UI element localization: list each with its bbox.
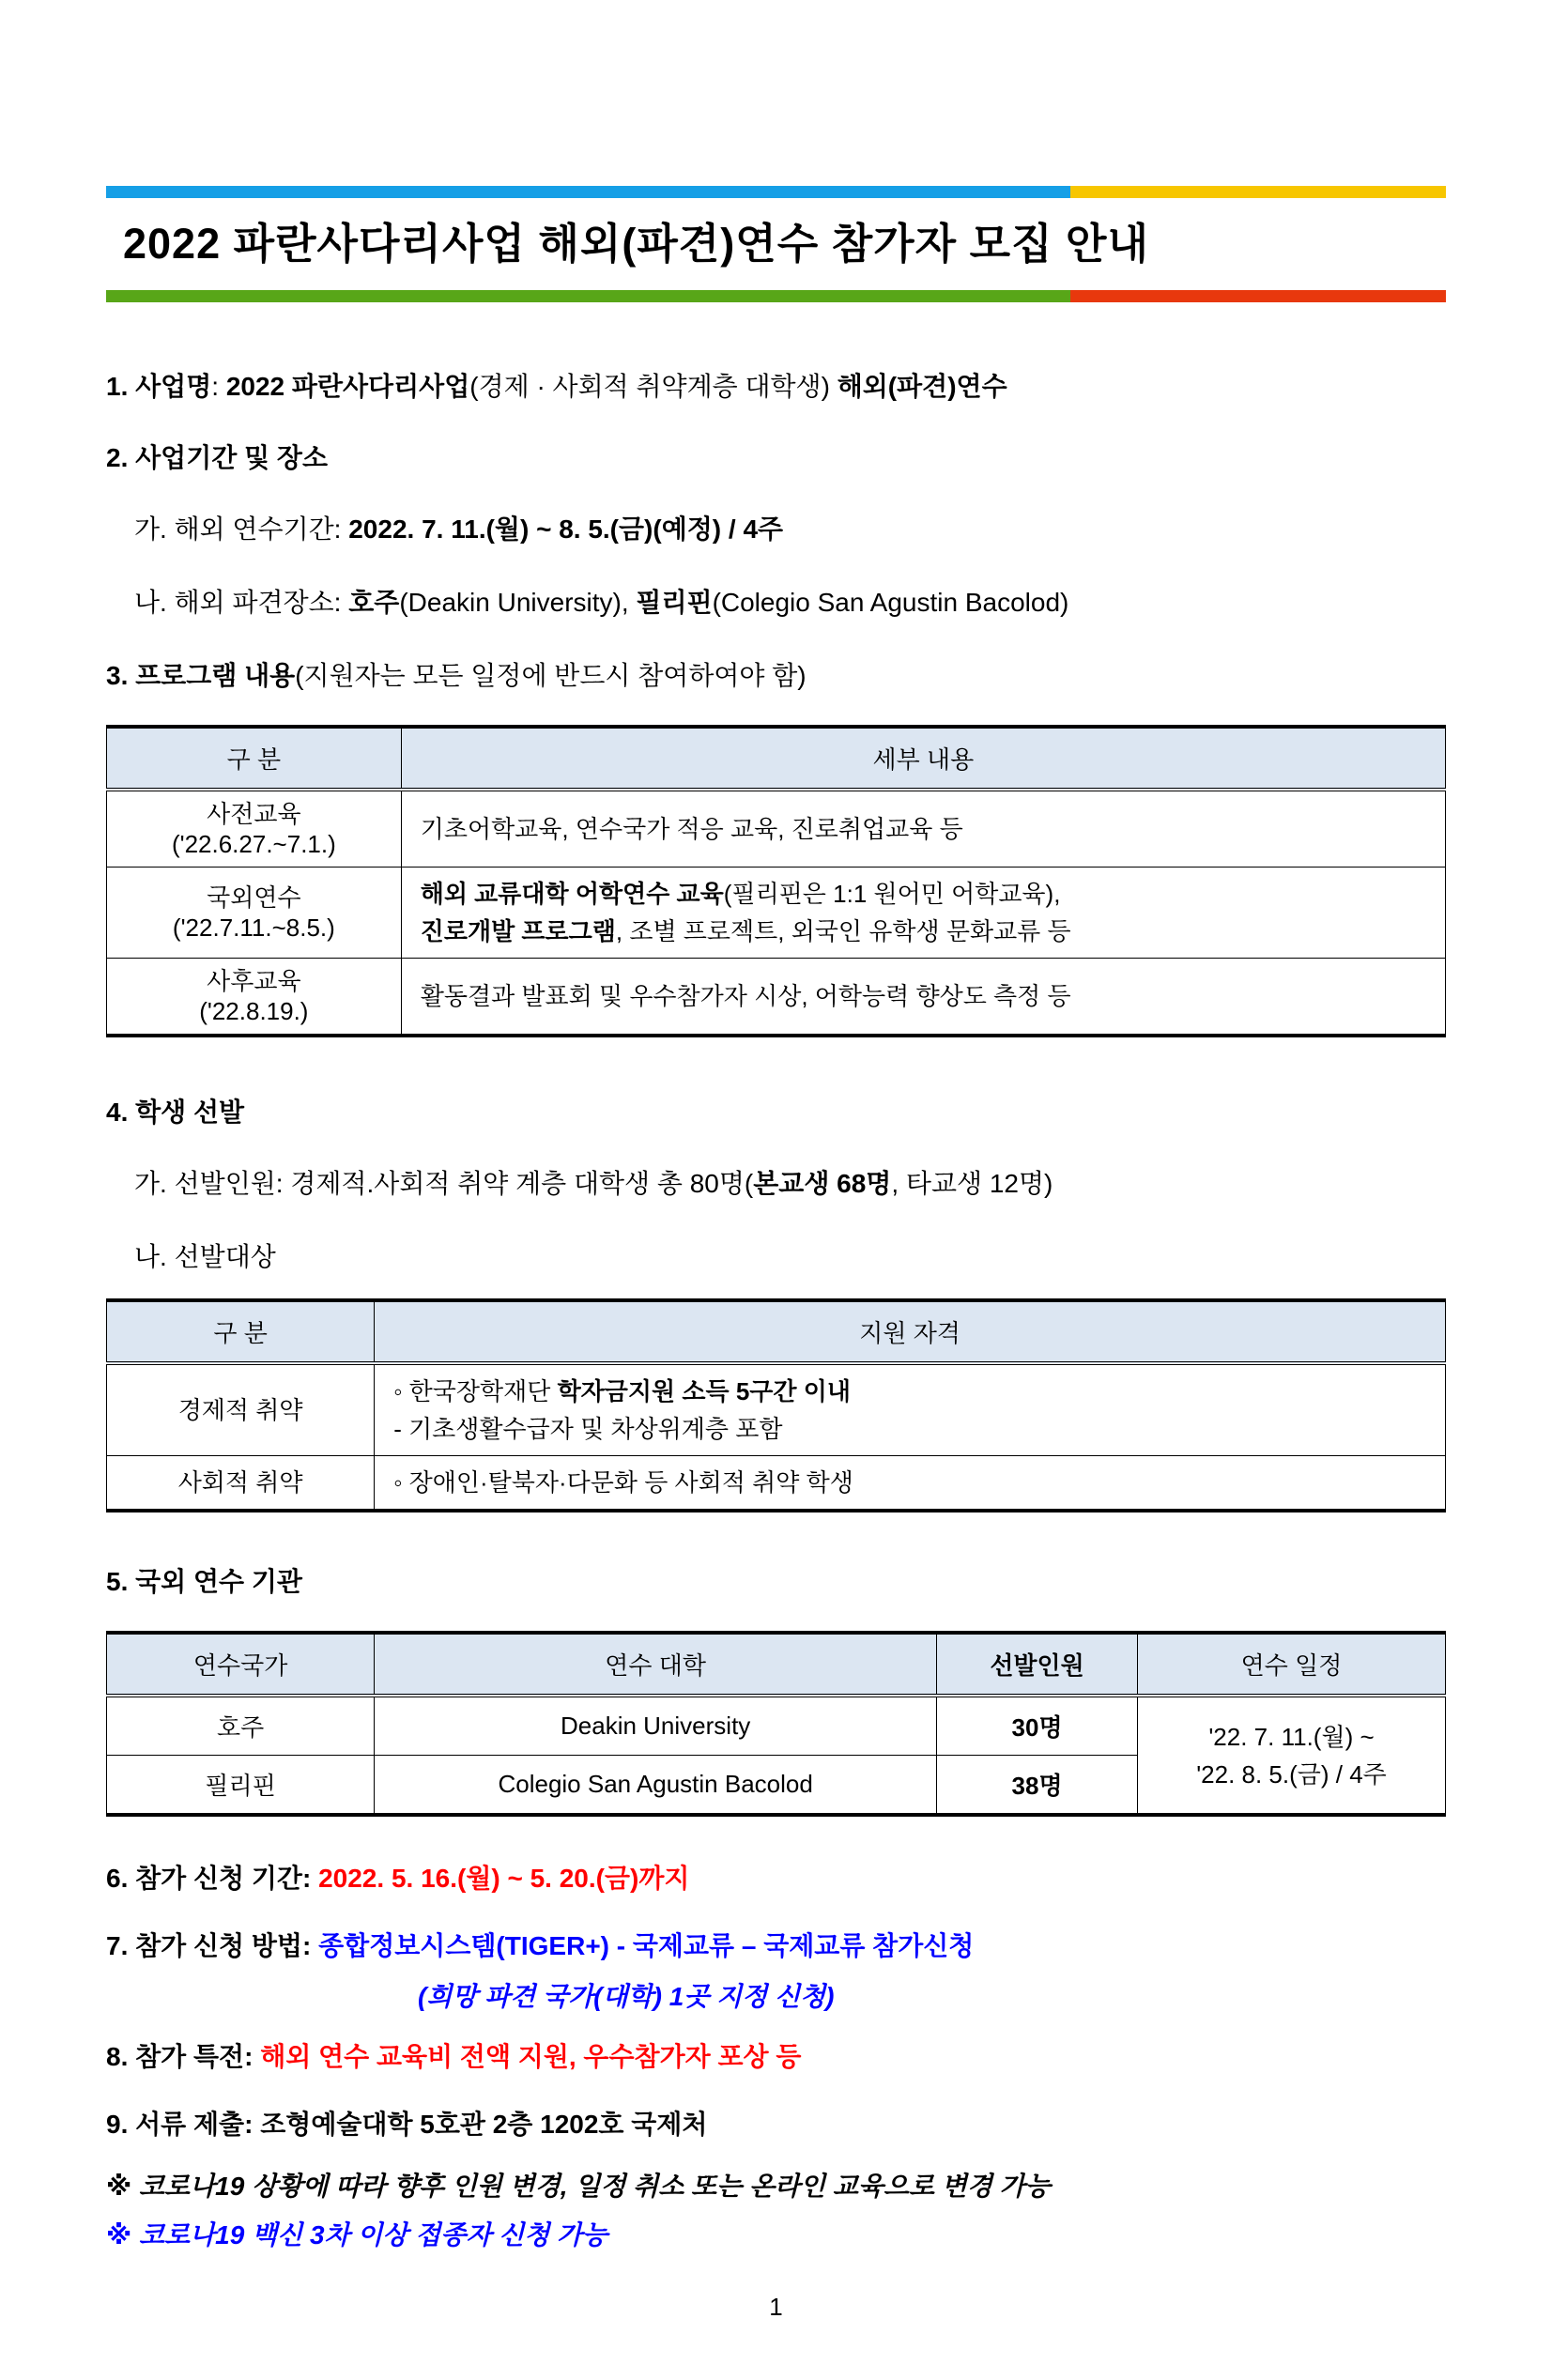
eligibility-row1-line1-plain: ◦ 한국장학재단 xyxy=(393,1377,558,1405)
document-page xyxy=(0,186,1552,2380)
program-row1-category xyxy=(107,790,402,868)
institutions-header-country: 연수국가 xyxy=(107,1633,375,1696)
item7-method-value: 종합정보시스템(TIGER+) - 국제교류 – 국제교류 참가신청 xyxy=(318,1931,975,1960)
top-bar-blue-segment xyxy=(106,186,1070,198)
eligibility-header-category: 구 분 xyxy=(107,1300,375,1363)
institutions-table-header-row xyxy=(107,1633,1446,1696)
eligibility-row1-category: 경제적 취약 xyxy=(107,1363,375,1456)
item4-selection-heading xyxy=(106,1096,1446,1129)
item1-target-note: (경제 · 사회적 취약계층 대학생) xyxy=(469,372,837,401)
document-title: 2022 파란사다리사업 해외(파견)연수 참가자 모집 안내 xyxy=(123,220,1149,268)
eligibility-table xyxy=(106,1298,1446,1512)
institutions-schedule-cell xyxy=(1138,1696,1446,1815)
eligibility-row1-detail xyxy=(375,1363,1446,1456)
item9-location-value: 조형예술대학 5호관 2층 1202호 국제처 xyxy=(260,2110,708,2139)
program-row2-detail-plain2: , 조별 프로젝트, 외국인 유학생 문화교류 등 xyxy=(615,917,1071,945)
program-row3-detail: 활동결과 발표회 및 우수참가자 시상, 어학능력 향상도 측정 등 xyxy=(401,959,1445,1036)
program-table xyxy=(106,725,1446,1037)
item5-label: 5. 국외 연수 기관 xyxy=(106,1567,302,1596)
program-header-category: 구 분 xyxy=(107,727,402,790)
item4a-home-students: 본교생 68명 xyxy=(753,1169,892,1198)
item8-benefits-value: 해외 연수 교육비 전액 지원, 우수참가자 포상 등 xyxy=(260,2042,802,2071)
item9-document-submission xyxy=(106,2108,1446,2142)
item3-label: 3. 프로그램 내용 xyxy=(106,661,296,690)
program-row-overseas-training xyxy=(107,868,1446,959)
note2-text: ※ 코로나19 백신 3차 이상 접종자 신청 가능 xyxy=(106,2220,608,2249)
institutions-row1-count: 30명 xyxy=(937,1696,1138,1756)
item9-label: 9. 서류 제출: xyxy=(106,2110,261,2139)
program-row1-category-date: ('22.6.27.~7.1.) xyxy=(171,830,336,858)
item4a-other-students: , 타교생 12명) xyxy=(891,1169,1053,1198)
institutions-header-count: 선발인원 xyxy=(937,1633,1138,1696)
program-row2-category-date: ('22.7.11.~8.5.) xyxy=(172,914,335,942)
eligibility-row2-category: 사회적 취약 xyxy=(107,1456,375,1512)
item1-project-name xyxy=(106,370,1446,404)
item7-application-method xyxy=(106,1929,1446,1963)
eligibility-row1-line2: - 기초생활수급자 및 차상위계층 포함 xyxy=(393,1415,783,1443)
institutions-row-australia xyxy=(107,1696,1446,1756)
item2a-period-value: 2022. 7. 11.(월) ~ 8. 5.(금)(예정) / 4주 xyxy=(348,514,784,544)
eligibility-header-qualification: 지원 자격 xyxy=(375,1300,1446,1363)
program-row3-category xyxy=(107,959,402,1036)
program-header-detail: 세부 내용 xyxy=(401,727,1445,790)
item7-label: 7. 참가 신청 방법: xyxy=(106,1931,319,1960)
program-row3-category-date: ('22.8.19.) xyxy=(199,997,309,1025)
institutions-header-schedule: 연수 일정 xyxy=(1138,1633,1446,1696)
program-row2-detail-bold1: 해외 교류대학 어학연수 교육 xyxy=(420,880,724,908)
item4a-selection-count xyxy=(106,1167,1446,1201)
top-bar-yellow-segment xyxy=(1070,186,1446,198)
institutions-row2-university: Colegio San Agustin Bacolod xyxy=(375,1756,937,1816)
program-row2-category-name: 국외연수 xyxy=(207,883,301,912)
item2b-country2: 필리핀 xyxy=(636,588,713,617)
item1-colon: : xyxy=(211,372,226,401)
note-covid-change xyxy=(106,2170,1446,2203)
item4a-text: 가. 선발인원: 경제적.사회적 취약 계층 대학생 총 80명( xyxy=(134,1169,754,1198)
item3-program-heading xyxy=(106,659,1446,693)
program-row2-detail xyxy=(401,868,1445,959)
item5-institutions-heading xyxy=(106,1565,1446,1599)
item4-label: 4. 학생 선발 xyxy=(106,1098,245,1127)
institutions-schedule-line1: '22. 7. 11.(월) ~ xyxy=(1208,1722,1375,1751)
item3-note: (지원자는 모든 일정에 반드시 참여하여야 함) xyxy=(295,661,807,690)
program-row1-detail: 기초어학교육, 연수국가 적응 교육, 진로취업교육 등 xyxy=(401,790,1445,868)
eligibility-row2-detail: ◦ 장애인·탈북자·다문화 등 사회적 취약 학생 xyxy=(375,1456,1446,1512)
title-bottom-bar xyxy=(106,290,1446,302)
item6-label: 6. 참가 신청 기간: xyxy=(106,1864,319,1893)
item2b-univ1: (Deakin University), xyxy=(399,588,637,617)
program-row2-category xyxy=(107,868,402,959)
item2a-training-period xyxy=(106,513,1446,546)
item8-benefits xyxy=(106,2040,1446,2074)
institutions-row1-country: 호주 xyxy=(107,1696,375,1756)
document-content xyxy=(0,186,1552,2252)
item2b-country1: 호주 xyxy=(348,588,400,617)
item8-label: 8. 참가 특전: xyxy=(106,2042,261,2071)
bottom-bar-red-segment xyxy=(1070,290,1446,302)
institutions-row2-country: 필리핀 xyxy=(107,1756,375,1816)
eligibility-row-social xyxy=(107,1456,1446,1512)
item2-period-place-heading xyxy=(106,441,1446,475)
eligibility-row1-line1-bold: 학자금지원 소득 5구간 이내 xyxy=(557,1377,851,1405)
institutions-table xyxy=(106,1631,1446,1817)
item2b-dispatch-place xyxy=(106,586,1446,620)
program-row1-category-name: 사전교육 xyxy=(207,800,301,828)
eligibility-table-header-row xyxy=(107,1300,1446,1363)
item4b-label: 나. 선발대상 xyxy=(134,1242,276,1271)
item2b-label: 나. 해외 파견장소: xyxy=(134,588,349,617)
institutions-row2-count: 38명 xyxy=(937,1756,1138,1816)
title-block xyxy=(106,186,1446,302)
institutions-header-university: 연수 대학 xyxy=(375,1633,937,1696)
page-number: 1 xyxy=(769,2293,783,2321)
item7-application-note xyxy=(106,1980,1446,2014)
program-row-post-education xyxy=(107,959,1446,1036)
item6-application-period xyxy=(106,1862,1446,1896)
item1-label: 1. 사업명 xyxy=(106,372,212,401)
item2a-label: 가. 해외 연수기간: xyxy=(134,514,349,544)
item6-period-value: 2022. 5. 16.(월) ~ 5. 20.(금)까지 xyxy=(318,1864,690,1893)
bottom-bar-green-segment xyxy=(106,290,1070,302)
item7-note-value: (희망 파견 국가(대학) 1곳 지정 신청) xyxy=(418,1982,835,2011)
program-row-pre-education xyxy=(107,790,1446,868)
eligibility-row-economic xyxy=(107,1363,1446,1456)
program-row2-detail-bold2: 진로개발 프로그램 xyxy=(420,917,616,945)
note-covid-vaccine xyxy=(106,2219,1446,2252)
item2b-univ2: (Colegio San Agustin Bacolod) xyxy=(712,588,1069,617)
item2-label: 2. 사업기간 및 장소 xyxy=(106,443,329,472)
program-row2-detail-plain1: (필리핀은 1:1 원어민 어학교육), xyxy=(723,880,1061,908)
item1-program-title: 2022 파란사다리사업 xyxy=(225,372,470,401)
institutions-row1-university: Deakin University xyxy=(375,1696,937,1756)
program-row3-category-name: 사후교육 xyxy=(207,967,301,995)
title-top-bar xyxy=(106,186,1446,198)
program-table-header-row xyxy=(107,727,1446,790)
item1-training-type: 해외(파견)연수 xyxy=(837,372,1007,401)
institutions-schedule-line2: '22. 8. 5.(금) / 4주 xyxy=(1196,1759,1387,1789)
item4b-selection-target xyxy=(106,1240,1446,1274)
note1-text: ※ 코로나19 상황에 따라 향후 인원 변경, 일정 취소 또는 온라인 교육으로 변경 가능 xyxy=(106,2172,1051,2201)
